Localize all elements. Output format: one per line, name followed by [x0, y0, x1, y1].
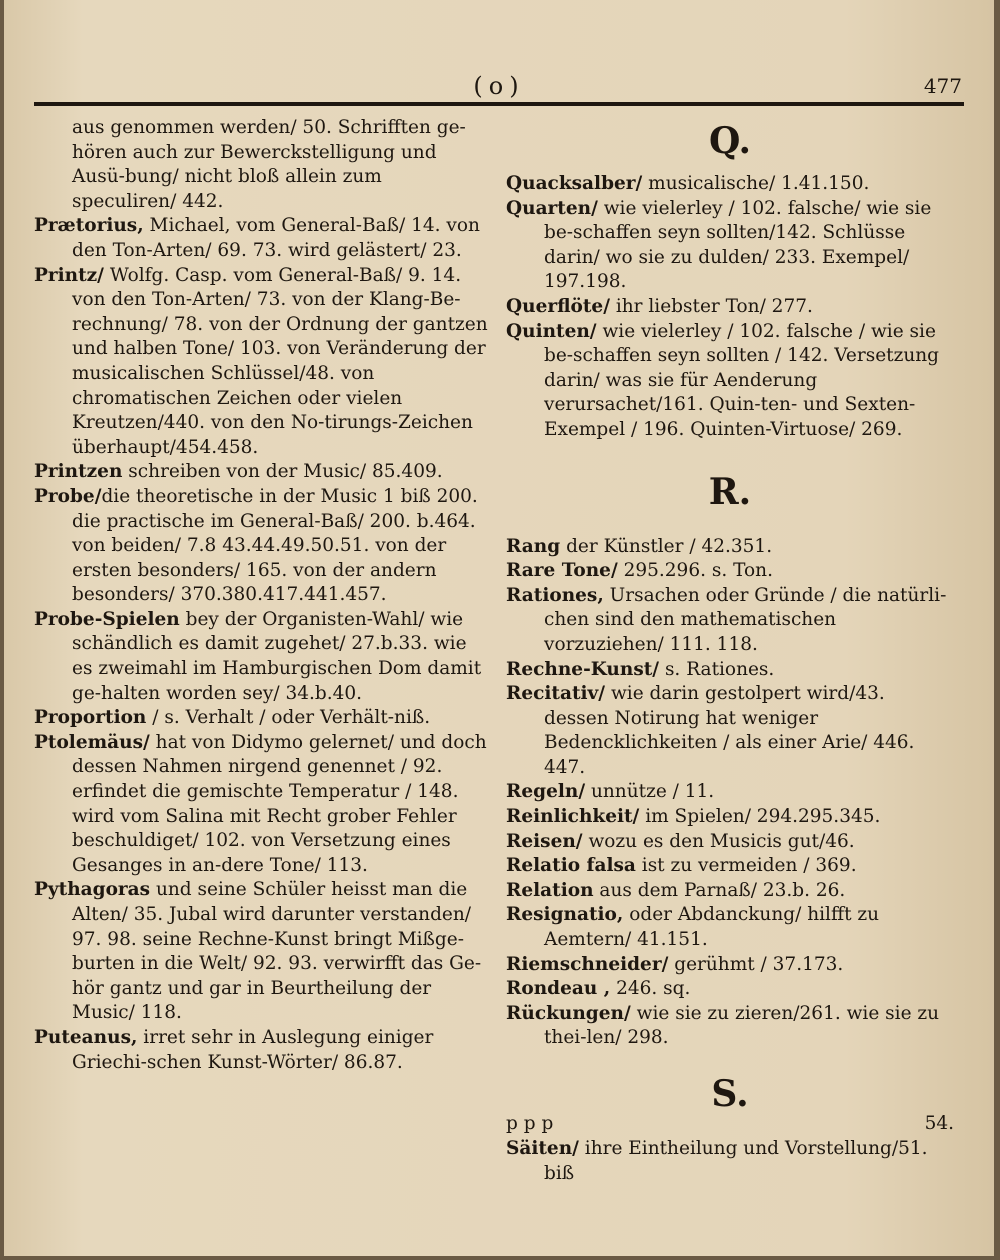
section-letter-s: S.: [711, 1073, 749, 1115]
index-entry: [506, 658, 954, 683]
index-entry-head: Resignatio,: [506, 904, 624, 926]
index-entry: [506, 535, 954, 560]
section-letter-q: Q.: [708, 120, 752, 162]
index-entry-head: Ptolemäus/: [34, 731, 150, 753]
index-entry-head: Prætorius,: [34, 215, 144, 237]
index-entry: [506, 197, 954, 295]
index-entry: [506, 1137, 954, 1186]
header-rule: [34, 102, 964, 106]
index-entry-head: Quarten/: [506, 197, 598, 219]
index-entry-text: hat von Didymo gelernet/ und doch dessen Nahmen nirgend genennet / 92. erfindet die gemischte Temperatur / 148. wird vom Salina mit Recht grober Fehler beschuldiget/ 102. von Versetzung eines Gesanges in an-dere Tone/ 113.: [72, 731, 487, 876]
index-entry-head: Quacksalber/: [506, 173, 643, 194]
index-entry-head: Reinlichkeit/: [506, 806, 640, 828]
index-entry-head: Regeln/: [506, 781, 586, 803]
s-entries: [506, 1137, 954, 1186]
catchword: 54.: [924, 1113, 954, 1134]
index-entry-text: Wolfg. Casp. vom General-Baß/ 9. 14. von den Ton-Arten/ 73. von der Klang-Be-rechnung/ 78. von der Ordnung der gantzen und halben Tone/ 103. von Veränderung der musicalischen Schlüssel/48. von chromatischen Zeichen oder vielen Kreutzen/440. von den No-tirungs-Zeichen überhaupt/454.458.: [72, 264, 488, 458]
index-entry: [34, 608, 489, 706]
index-entry: [506, 805, 954, 830]
index-entry-text: musicalische/ 1.41.150.: [642, 173, 870, 194]
index-entry: [506, 584, 954, 658]
index-entry-text: ihre Eintheilung und Vorstellung/51. biß: [544, 1138, 928, 1184]
left-column: [34, 116, 489, 1075]
book-page: [4, 0, 994, 1256]
index-entry-text: 246. sq.: [610, 978, 691, 1000]
index-entry: [506, 830, 954, 855]
index-entry: [506, 682, 954, 780]
index-entry-head: Pythagoras: [34, 879, 151, 901]
index-entry-text: 295.296. s. Ton.: [617, 560, 773, 582]
index-entry-text: schreiben von der Music/ 85.409.: [122, 461, 443, 483]
index-entry-text: wie darin gestolpert wird/43. dessen Notirung hat weniger Bedencklichkeiten / als einer Arie/ 446. 447.: [544, 683, 915, 778]
index-entry-text: Ursachen oder Gründe / die natürli-chen sind den mathematischen vorzuziehen/ 111. 118.: [544, 584, 947, 655]
index-entry-text: aus genommen werden/ 50. Schrifften ge-hören auch zur Bewerckstelligung und Ausü-bung/ nicht bloß allein zum speculiren/ 442.: [72, 117, 466, 212]
index-entry: [506, 953, 954, 978]
q-entries: [506, 172, 954, 443]
index-entry-text: und seine Schüler heisst man die Alten/ 35. Jubal wird darunter verstanden/ 97. 98. seine Rechne-Kunst bringt Mißge-burten in die Welt/ 92. 93. verwirfft das Ge-hör gantz und gar in Beurtheilung der Music/ 118.: [72, 879, 482, 1024]
index-entry-head: Printzen: [34, 461, 123, 483]
right-column: [506, 116, 954, 1186]
index-entry: [506, 780, 954, 805]
r-entries: [506, 535, 954, 1051]
index-entry-text: unnütze / 11.: [585, 781, 715, 803]
index-entry-text: Michael, vom General-Baß/ 14. von den Ton-Arten/ 69. 73. wird gelästert/ 23.: [72, 215, 480, 261]
index-entry: [34, 1026, 489, 1075]
index-entry-head: Riemschneider/: [506, 953, 669, 975]
index-entry-head: Quinten/: [506, 320, 597, 342]
index-entry-head: Reisen/: [506, 830, 583, 852]
index-entry-head: Probe/: [34, 485, 102, 507]
index-entry-text: oder Abdanckung/ hilfft zu Aemtern/ 41.151.: [544, 904, 880, 951]
index-entry: [34, 878, 489, 1026]
index-entry-head: Recitativ/: [506, 683, 606, 705]
index-entry: [34, 116, 489, 214]
signature-mark: p p p: [506, 1113, 554, 1134]
index-entry-text: wie vielerley / 102. falsche/ wie sie be-schaffen seyn sollten/142. Schlüsse darin/ wo sie zu dulden/ 233. Exempel/ 197.198.: [544, 197, 932, 293]
index-entry: [506, 172, 954, 197]
index-entry: [34, 485, 489, 608]
index-entry: [506, 903, 954, 952]
index-entry-text: irret sehr in Auslegung einiger Griechi-schen Kunst-Wörter/ 86.87.: [72, 1026, 434, 1073]
index-entry-text: wozu es den Musicis gut/46.: [582, 830, 855, 852]
section-letter-r: R.: [708, 470, 752, 513]
index-entry-text: bey der Organisten-Wahl/ wie schändlich es damit zugehet/ 27.b.33. wie es zweimahl im Hamburgischen Dom damit ge-halten worden sey/ 34.b.40.: [72, 608, 482, 704]
page-number: 477: [923, 74, 962, 98]
index-entry: [506, 320, 954, 443]
index-entry-text: ihr liebster Ton/ 277.: [609, 295, 813, 317]
index-entry: [34, 214, 489, 263]
index-entry-head: Puteanus,: [34, 1026, 138, 1048]
index-entry-text: gerühmt / 37.173.: [668, 953, 844, 975]
index-entry-head: Rechne-Kunst/: [506, 658, 660, 680]
index-entry-head: Querflöte/: [506, 295, 610, 317]
running-header: [34, 70, 964, 102]
index-entry: [34, 460, 489, 485]
index-entry-head: Rückungen/: [506, 1002, 631, 1024]
index-entry-text: aus dem Parnaß/ 23.b. 26.: [593, 879, 846, 901]
index-entry-text: s. Rationes.: [659, 658, 775, 680]
index-entry: [506, 559, 954, 584]
index-entry-text: im Spielen/ 294.295.345.: [639, 806, 881, 828]
index-entry-text: wie sie zu zieren/261. wie sie zu thei-len/ 298.: [544, 1002, 940, 1049]
index-entry-head: Rondeau ,: [506, 978, 611, 1000]
index-entry: [506, 977, 954, 1002]
index-entry-text: wie vielerley / 102. falsche / wie sie be-schaffen seyn sollten / 142. Versetzung darin/ was sie für Aenderung verursachet/161. Quin-ten- und Sexten-Exempel / 196. Quinten-Virtuose/ 269.: [544, 320, 939, 440]
index-entry-head: Säiten/: [506, 1138, 579, 1159]
index-entry: [34, 706, 489, 731]
index-entry-head: Rare Tone/: [506, 560, 618, 582]
index-entry: [506, 854, 954, 879]
index-entry-head: Relatio falsa: [506, 855, 636, 877]
index-entry-head: Probe-Spielen: [34, 608, 180, 630]
index-entry-head: Proportion: [34, 707, 147, 729]
index-entry: [506, 295, 954, 320]
folio-ornament: (o): [473, 72, 525, 100]
index-entry-text: ist zu vermeiden / 369.: [635, 855, 857, 877]
index-entry: [34, 731, 489, 879]
index-entry-text: der Künstler / 42.351.: [560, 535, 773, 557]
index-entry-text: / s. Verhalt / oder Verhält-niß.: [146, 707, 431, 729]
index-entry-head: Rationes,: [506, 584, 604, 606]
index-entry-head: Printz/: [34, 264, 104, 286]
index-entry-head: Rang: [506, 535, 561, 557]
index-entry: [506, 1002, 954, 1051]
index-entry: [506, 879, 954, 904]
index-entry-text: die theoretische in der Music 1 biß 200. die practische im General-Baß/ 200. b.464. von beiden/ 7.8 43.44.49.50.51. von der ersten besonders/ 165. von der andern besonders/ 370.380.417.441.457.: [72, 485, 478, 606]
index-entry: [34, 264, 489, 461]
index-entry-head: Relation: [506, 879, 594, 901]
